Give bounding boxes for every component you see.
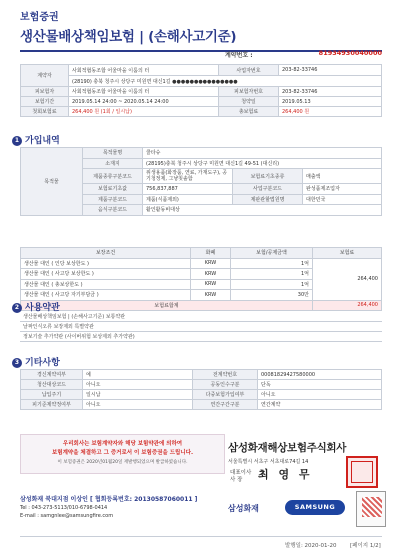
- subject-key: 제품종류구분코드: [83, 169, 143, 184]
- agent-email: E-mail : samgnlee@samsungfire.com: [20, 513, 114, 519]
- period-label: 보험기간: [21, 97, 69, 107]
- sign-date: 2019.05.13: [279, 97, 382, 107]
- coverage-name: 생산물 대인 ( 사고당 보상한도 ): [21, 269, 191, 280]
- sign-date-label: 청약일: [219, 97, 279, 107]
- other-key: 피기준제약정여부: [21, 400, 83, 410]
- subject-value: 활인활동비대상: [143, 205, 382, 216]
- holder-address: (28190) 충북 청주시 상당구 미원면 대신1길 ●●●●●●●●●●●●●●●: [69, 76, 382, 87]
- insured-label: 피보험자: [21, 87, 69, 97]
- notice-line: 이 보험증권은 2020년01월20일 재발행되었으며 발급하였습니다.: [57, 460, 188, 465]
- page-title: 생산물배상책임보험 | (손해사고기준): [20, 29, 237, 45]
- subject-key: 보험료기초종류: [233, 169, 303, 184]
- coverage-table: [20, 247, 382, 311]
- coverage-header: 보험/공제금액: [231, 248, 313, 259]
- subject-value: 매출액: [303, 169, 382, 184]
- coverage-amount: 1억: [231, 269, 313, 280]
- subject-value: 쿨타슈: [143, 148, 382, 159]
- first-premium: 264,400 원 (1회 / 일시납): [69, 107, 219, 117]
- ceo-title-line: 대표이사: [230, 470, 252, 476]
- other-key: 다중보험가입여부: [193, 390, 258, 400]
- section-subscription: [12, 133, 60, 146]
- subject-value: (28195)충북 청주시 상당구 미원면 대신1길 49-51 (대신리): [143, 158, 382, 169]
- ceo-title-line: 사 장: [230, 477, 243, 483]
- footer-divider: [20, 536, 382, 537]
- coverage-name: 생산물 대인 ( 사고당 자기부담금 ): [21, 290, 191, 301]
- total-premium: 264,400 원: [279, 107, 382, 117]
- other-key: 경신계약여부: [21, 370, 83, 380]
- coverage-premium: 264,400: [313, 258, 382, 300]
- other-value: 아니오: [258, 390, 382, 400]
- notice-line: 우리회사는 보험계약자와 해당 보험약관에 의하여: [62, 441, 183, 447]
- samsung-fire-logo: 삼성화재: [228, 504, 259, 513]
- terms-list: [20, 312, 382, 342]
- notice-line: 보험계약을 체결하고 그 증거로서 이 보험증권을 드립니다.: [51, 450, 194, 456]
- premium-sum-row: [21, 300, 382, 311]
- total-premium-label: 총보험료: [219, 107, 279, 117]
- premium-sum-label: 보험료합계: [21, 300, 313, 311]
- other-table: [20, 369, 382, 410]
- brand-logos: [228, 494, 388, 522]
- list-item: 생산물배상책임보험 | (손해사고기준) 보통약관: [20, 312, 382, 322]
- samsung-logo: SAMSUNG: [285, 500, 345, 515]
- coverage-name: 생산물 대인 ( 인당 보상한도 ): [21, 258, 191, 269]
- subject-value: 위생용품(화장품, 연료, 가재도구), 공기청정제, 그냥칫솔함: [143, 169, 233, 184]
- other-value: 아니오: [83, 400, 193, 410]
- table-row: [21, 258, 382, 269]
- certificate-badge-icon: [356, 491, 386, 527]
- other-value: 00081829427580000: [258, 370, 382, 380]
- subject-key: 보험료기초값: [83, 184, 143, 195]
- subject-key: 제품구분코드: [83, 194, 143, 205]
- premium-sum-value: 264,400: [313, 300, 382, 311]
- coverage-amount: 1억: [231, 279, 313, 290]
- policy-number-row: [20, 48, 382, 60]
- holder-name: 사회적협동조합 어울마을 이룸의 터: [69, 65, 219, 76]
- premium-label: 첫회보험료: [21, 107, 69, 117]
- coverage-currency: KRW: [191, 258, 231, 269]
- other-key: 연간구간구분: [193, 400, 258, 410]
- coverage-header: 보험료: [313, 248, 382, 259]
- subject-value: 제품(식품제외): [143, 194, 233, 205]
- coverage-amount: 30만: [231, 290, 313, 301]
- other-key: 납입주기: [21, 390, 83, 400]
- ceo-title: [230, 470, 251, 484]
- company-name: 삼성화재해상보험주식회사: [228, 442, 347, 454]
- other-key: 전계약번호: [193, 370, 258, 380]
- policy-number: 81934930040000: [318, 49, 382, 57]
- subject-label: 목적물: [21, 148, 83, 216]
- holder-label: 계약자: [21, 65, 69, 87]
- section-other: [12, 355, 60, 368]
- section-title: 사용약관: [25, 303, 60, 313]
- other-value: 아니오: [83, 380, 193, 390]
- subject-key: 목적물명: [83, 148, 143, 159]
- section-number: 1: [12, 136, 22, 146]
- holder-biz: 203-82-33746: [279, 65, 382, 76]
- subject-key: 소재지: [83, 158, 143, 169]
- holder-biz-label: 사업자번호: [219, 65, 279, 76]
- subject-key: 사업구분코드: [233, 184, 303, 195]
- coverage-amount: 1억: [231, 258, 313, 269]
- company-seal-icon: [346, 456, 378, 488]
- list-item: 정보기술 추가약관 (사이버위험 보상제외 추가약관): [20, 332, 382, 342]
- agent-info: [20, 496, 220, 520]
- subject-value: 대한민국: [303, 194, 382, 205]
- other-value: 단독: [258, 380, 382, 390]
- company-block: [228, 440, 388, 483]
- subject-table: [20, 147, 382, 216]
- ceo-name: 최 영 무: [258, 468, 313, 481]
- subject-value: 756,837,887: [143, 184, 233, 195]
- insurance-period: 2019.05.14 24:00 ~ 2020.05.14 24:00: [69, 97, 219, 107]
- issuance-notice: [20, 434, 225, 474]
- other-key: 공동인수구분: [193, 380, 258, 390]
- insured-biz-label: 피보험자번호: [219, 87, 279, 97]
- other-value: 연간계약: [258, 400, 382, 410]
- coverage-name: 생산물 대인 ( 총보상한도 ): [21, 279, 191, 290]
- other-value: 일시납: [83, 390, 193, 400]
- coverage-header: 화폐: [191, 248, 231, 259]
- subject-value: 완성품제조업자: [303, 184, 382, 195]
- section-number: 2: [12, 303, 22, 313]
- insured-biz: 203-82-33746: [279, 87, 382, 97]
- issue-date: 발행일: 2020-01-20: [285, 543, 337, 549]
- agent-phone: Tel : 043-273-5113/010-6798-0414: [20, 505, 108, 511]
- section-number: 3: [12, 358, 22, 368]
- coverage-currency: KRW: [191, 269, 231, 280]
- policy-number-label: 계약번호 :: [225, 52, 253, 59]
- contract-table: [20, 64, 382, 117]
- subject-key: 제판관할법원명: [233, 194, 303, 205]
- section-title: 가입내역: [25, 136, 60, 146]
- doc-type: 보험증권: [20, 12, 59, 23]
- document-header: [20, 8, 382, 45]
- other-value: 예: [83, 370, 193, 380]
- subject-key: 음식구분코드: [83, 205, 143, 216]
- agent-name: 삼성화재 북대지점 이상인 [ 협회등록번호: 20130587060011 ]: [20, 496, 198, 503]
- page-number: [페이지 1/2]: [350, 543, 381, 549]
- list-item: 날짜인식오류 보장제외 특별약관: [20, 322, 382, 332]
- company-address: 서울특별시 서초구 서초대로74길 14: [228, 459, 309, 465]
- other-key: 청산대상코드: [21, 380, 83, 390]
- coverage-currency: KRW: [191, 279, 231, 290]
- insured-name: 사회적협동조합 어울마을 이룸의 터: [69, 87, 219, 97]
- coverage-header: 보장조건: [21, 248, 191, 259]
- section-title: 기타사항: [25, 358, 60, 368]
- coverage-currency: KRW: [191, 290, 231, 301]
